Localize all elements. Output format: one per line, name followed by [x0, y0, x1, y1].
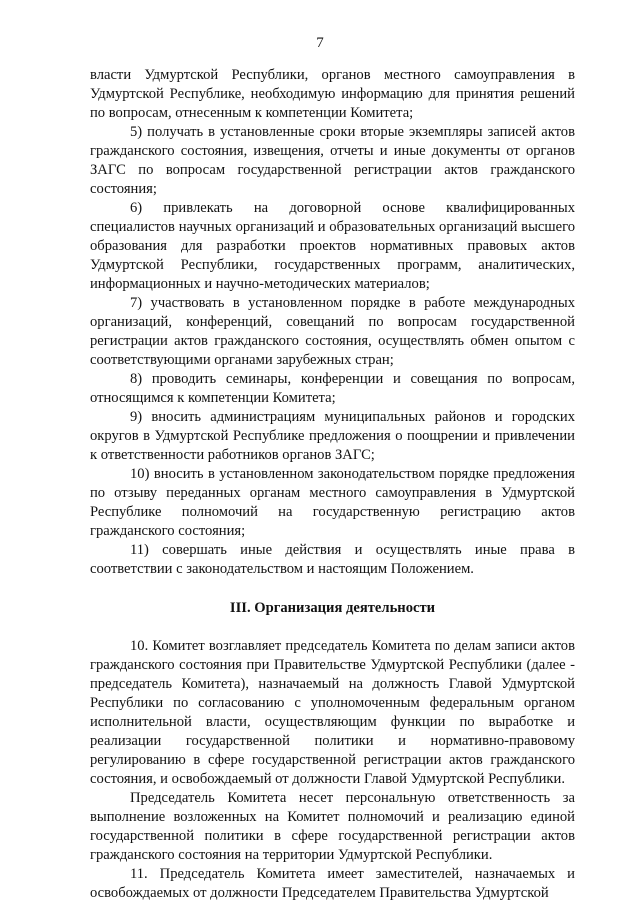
paragraph-item-6: 6) привлекать на договорной основе квалифицированных специалистов научных организаций и образовательных организаций высшего образования для разработки проектов нормативных правовых актов Удмуртской Республики, государственных программ, аналитических, информационных и научно-методических материалов; [90, 200, 575, 292]
section-heading: III. Организация деятельности [229, 600, 436, 616]
paragraph-clause-10: 10. Комитет возглавляет председатель Комитета по делам записи актов гражданского состояния при Правительстве Удмуртской Республики (далее - председатель Комитета), назначаемый на должность Главой Удмуртской Республики по согласованию с уполномоченным федеральным органом исполнительной власти, осуществляющим функции по выработке и реализации государственной политики и нормативно-правовому регулированию в сфере государственной регистрации актов гражданского состояния, и освобождаемый от должности Главой Удмуртской Республики. [90, 638, 575, 787]
paragraph-chairman-responsibility: Председатель Комитета несет персональную ответственность за выполнение возложенных на Комитет полномочий и реализацию единой государственной политики в сфере государственной регистрации актов гражданского состояния на территории Удмуртской Республики. [90, 790, 575, 863]
paragraph-item-8: 8) проводить семинары, конференции и совещания по вопросам, относящимся к компетенции Комитета; [90, 371, 575, 406]
paragraph-item-5: 5) получать в установленные сроки вторые экземпляры записей актов гражданского состояния, извещения, отчеты и иные документы от органов ЗАГС по вопросам государственной регистрации актов гражданского состояния; [90, 124, 575, 197]
paragraph-item-11: 11) совершать иные действия и осуществлять иные права в соответствии с законодательством и настоящим Положением. [90, 542, 575, 577]
paragraph-item-7: 7) участвовать в установленном порядке в работе международных организаций, конференций, совещаний по вопросам государственной регистрации актов гражданского состояния, осуществлять обмен опытом с соответствующими органами зарубежных стран; [90, 295, 575, 368]
page-number: 7 [316, 35, 324, 51]
paragraph-item-9: 9) вносить администрациям муниципальных районов и городских округов в Удмуртской Республике предложения о поощрении и привлечении к ответственности работников органов ЗАГС; [90, 409, 575, 463]
document-body [90, 66, 575, 903]
paragraph-continuation: власти Удмуртской Республики, органов местного самоуправления в Удмуртской Республике, необходимую информацию для принятия решений по вопросам, отнесенным к компетенции Комитета; [90, 67, 575, 121]
paragraph-item-10: 10) вносить в установленном законодательством порядке предложения по отзыву переданных органам местного самоуправления в Удмуртской Республике полномочий на государственную регистрацию актов гражданского состояния; [90, 466, 575, 539]
paragraph-clause-11: 11. Председатель Комитета имеет заместителей, назначаемых и освобождаемых от должности Председателем Правительства Удмуртской [90, 866, 575, 901]
